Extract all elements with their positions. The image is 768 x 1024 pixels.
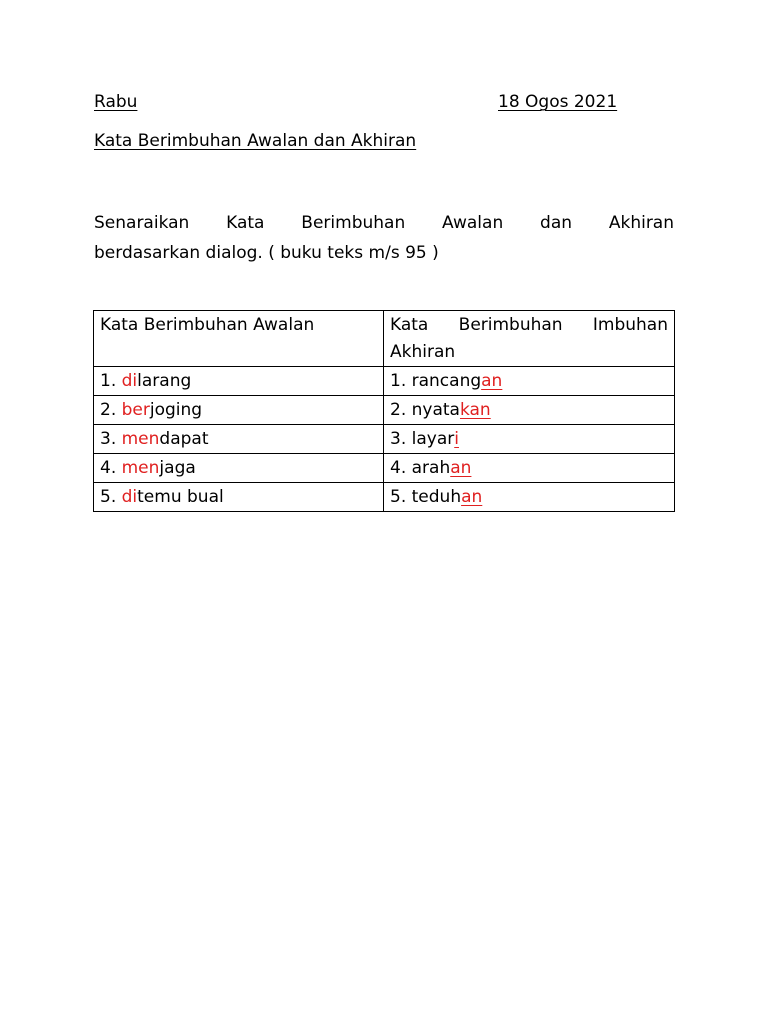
instruction-word: dan bbox=[540, 213, 573, 233]
cell-awalan bbox=[94, 454, 384, 483]
prefix-affix: men bbox=[121, 429, 160, 449]
instruction-text bbox=[94, 208, 674, 268]
item-number: 4. bbox=[100, 458, 122, 478]
cell-akhiran bbox=[384, 396, 675, 425]
prefix-affix: di bbox=[121, 487, 138, 507]
prefix-affix: di bbox=[121, 371, 138, 391]
header-word: Berimbuhan bbox=[458, 315, 563, 335]
page-title: Kata Berimbuhan Awalan dan Akhiran bbox=[94, 131, 417, 151]
root-word: dapat bbox=[159, 429, 209, 449]
prefix-affix: men bbox=[121, 458, 160, 478]
item-number: 3. bbox=[390, 429, 412, 449]
instruction-word: Kata bbox=[226, 213, 265, 233]
item-number: 2. bbox=[100, 400, 122, 420]
cell-awalan bbox=[94, 425, 384, 454]
suffix-affix: i bbox=[454, 429, 459, 449]
root-word: larang bbox=[137, 371, 192, 391]
header-akhiran bbox=[384, 311, 675, 367]
table-row bbox=[94, 454, 675, 483]
root-word: rancang bbox=[411, 371, 482, 391]
table-row bbox=[94, 367, 675, 396]
header-akhiran-line-1 bbox=[390, 312, 668, 339]
root-word: teduh bbox=[411, 487, 462, 507]
item-number: 5. bbox=[100, 487, 122, 507]
root-word: arah bbox=[411, 458, 451, 478]
instruction-line-1 bbox=[94, 208, 674, 238]
suffix-affix: kan bbox=[459, 400, 491, 420]
item-number: 4. bbox=[390, 458, 412, 478]
header-word: Imbuhan bbox=[592, 315, 668, 335]
item-number: 2. bbox=[390, 400, 412, 420]
cell-akhiran bbox=[384, 483, 675, 512]
cell-awalan bbox=[94, 367, 384, 396]
suffix-affix: an bbox=[461, 487, 483, 507]
header-akhiran-line-2: Akhiran bbox=[390, 342, 456, 362]
item-number: 5. bbox=[390, 487, 412, 507]
item-number: 1. bbox=[390, 371, 412, 391]
instruction-word: Senaraikan bbox=[94, 213, 190, 233]
item-number: 3. bbox=[100, 429, 122, 449]
cell-akhiran bbox=[384, 367, 675, 396]
item-number: 1. bbox=[100, 371, 122, 391]
root-word: temu bual bbox=[137, 487, 224, 507]
cell-awalan bbox=[94, 483, 384, 512]
table-header-row bbox=[94, 311, 675, 367]
table-row bbox=[94, 396, 675, 425]
instruction-word: Berimbuhan bbox=[301, 213, 406, 233]
suffix-affix: an bbox=[481, 371, 503, 391]
day-label: Rabu bbox=[94, 92, 138, 112]
instruction-line-2: berdasarkan dialog. ( buku teks m/s 95 ) bbox=[94, 243, 439, 263]
cell-awalan bbox=[94, 396, 384, 425]
suffix-affix: an bbox=[450, 458, 472, 478]
root-word: layar bbox=[411, 429, 455, 449]
instruction-word: Awalan bbox=[442, 213, 504, 233]
cell-akhiran bbox=[384, 454, 675, 483]
header-word: Kata bbox=[390, 315, 429, 335]
prefix-affix: ber bbox=[121, 400, 150, 420]
root-word: jaga bbox=[159, 458, 196, 478]
table-row bbox=[94, 483, 675, 512]
header-awalan: Kata Berimbuhan Awalan bbox=[94, 311, 384, 367]
table-row bbox=[94, 425, 675, 454]
word-table bbox=[93, 310, 675, 512]
root-word: nyata bbox=[411, 400, 460, 420]
cell-akhiran bbox=[384, 425, 675, 454]
instruction-word: Akhiran bbox=[608, 213, 674, 233]
root-word: joging bbox=[149, 400, 203, 420]
date-label: 18 Ogos 2021 bbox=[498, 92, 618, 112]
